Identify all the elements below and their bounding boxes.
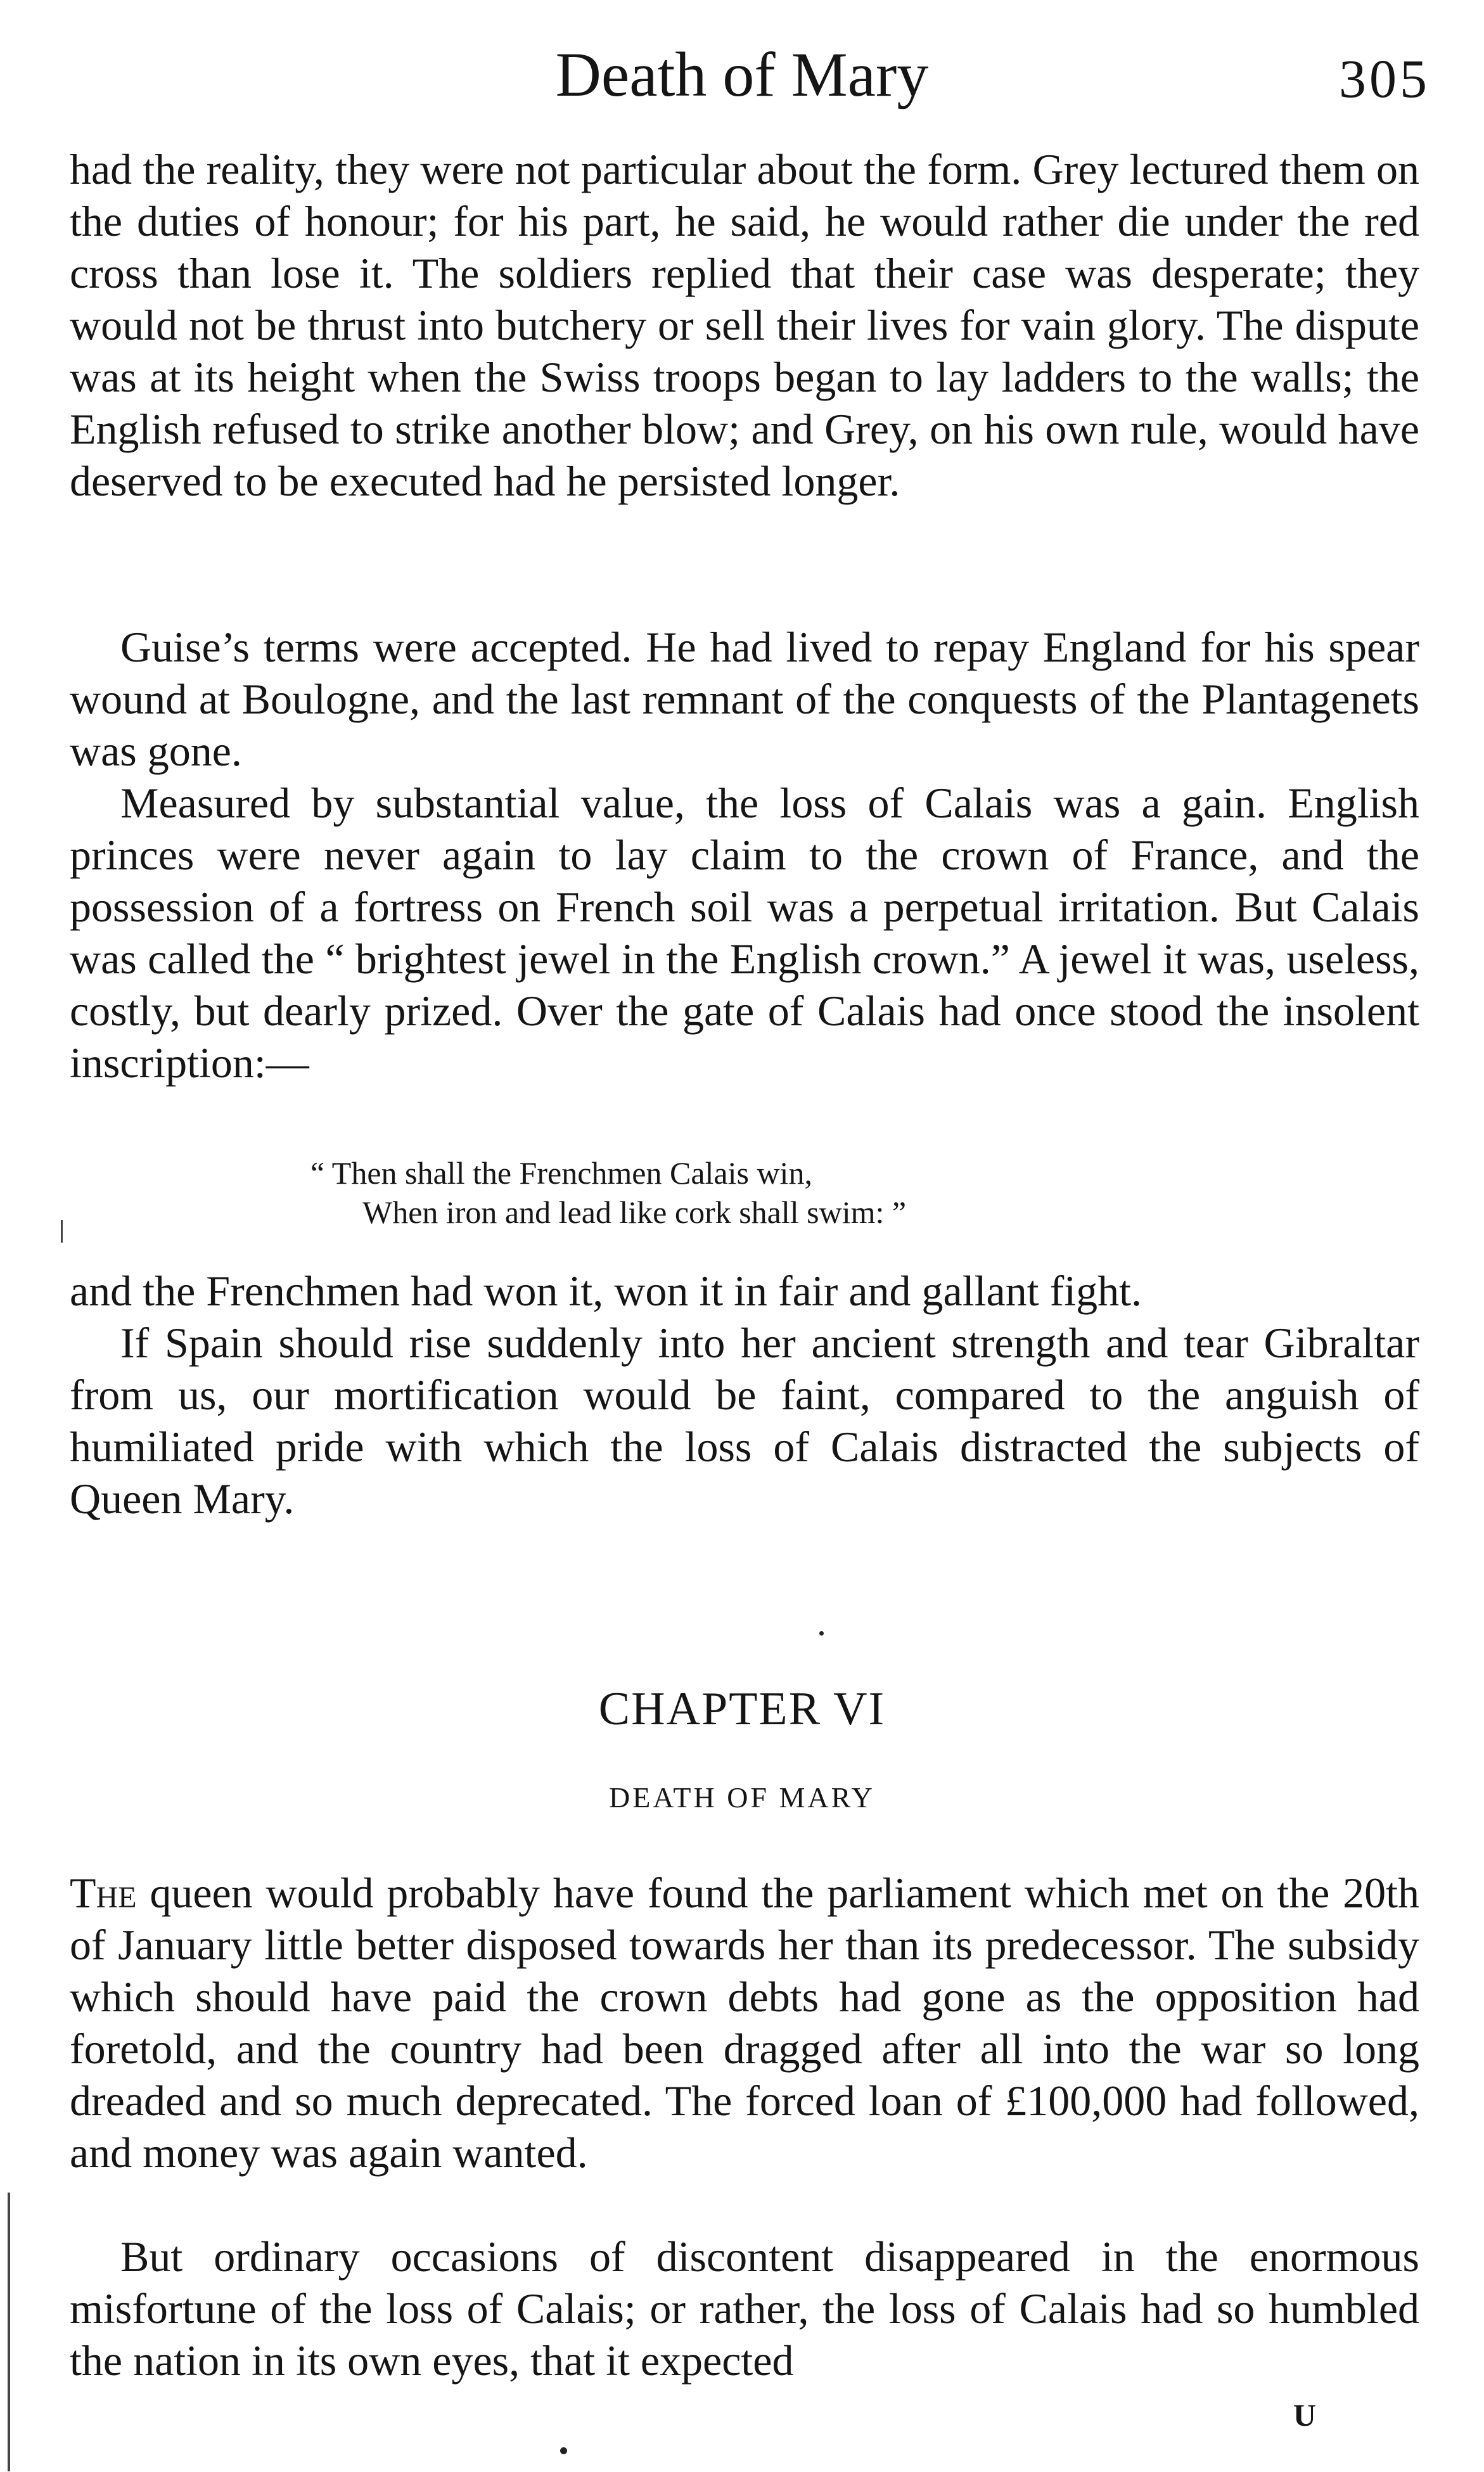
paragraph-grey-lecture: had the reality, they were not particular about the form. Grey lectured them on the duties of honour; for his part, he said, he would rather die under the red cross than lose it. The soldiers replied that their case was desperate; they would not be thrust into butchery or sell their lives for vain glory. The dispute was at its height when the Swiss troops began to lay ladders to the walls; the English refused to strike another blow; and Grey, on his own rule, would have deserved to be executed had he persisted longer. [70,145,1419,505]
verse-line-1: “ Then shall the Frenchmen Calais win, [310,1155,812,1191]
page-number: 305 [1339,48,1430,109]
verse-line-2: When iron and lead like cork shall swim: ” [362,1194,907,1230]
calais-inscription-verse [310,1153,906,1232]
paragraph-guise-terms: Guise’s terms were accepted. He had lived to repay England for his spear wound at Boulogne, and the last remnant of the conquests of the Plantagenets was gone. [70,623,1419,775]
running-header [0,25,1484,120]
paragraph-loss-of-calais: Measured by substantial value, the loss of Calais was a gain. English princes were never again to lay claim to the crown of France, and the possession of a fortress on French soil was a perpetual irritation. But Calais was called the “ brightest jewel in the English crown.” A jewel it was, useless, costly, but dearly prized. Over the gate of Calais had once stood the insolent inscription:— [70,779,1419,1087]
print-speck [560,2447,567,2454]
paragraph-frenchmen-won: and the Frenchmen had won it, won it in fair and gallant fight. [70,1267,1142,1315]
chapter-subtitle: DEATH OF MARY [608,1781,876,1814]
paragraph-queen-parliament [70,1867,1419,2179]
running-head-title: Death of Mary [555,39,929,110]
signature-mark: U [1293,2397,1316,2433]
paragraph-queen-parliament-text: queen would probably have found the parliament which met on the 20th of January little better disposed towards her than its predecessor. The subsidy which should have paid the crown debts had gone as the opposition had foretold, and the country had been dragged after all into the war so long dreaded and so much deprecated. The forced loan of £100,000 had followed, and money was again wanted. [70,1869,1419,2177]
small-caps-lead-word: The [70,1869,137,1917]
scan-edge-line [8,2193,10,2471]
chapter-title: CHAPTER VI [598,1683,886,1735]
paragraph-spain-gibraltar: If Spain should rise suddenly into her ancient strength and tear Gibraltar from us, our mortification would be faint, compared to the anguish of humiliated pride with which the loss of Calais distracted the subjects of Queen Mary. [70,1319,1419,1523]
print-speck [819,1631,824,1636]
margin-mark [61,1220,63,1243]
paragraph-misfortune-calais: But ordinary occasions of discontent disappeared in the enormous misfortune of the loss of Calais; or rather, the loss of Calais had so humbled the nation in its own eyes, that it expected [70,2232,1419,2385]
